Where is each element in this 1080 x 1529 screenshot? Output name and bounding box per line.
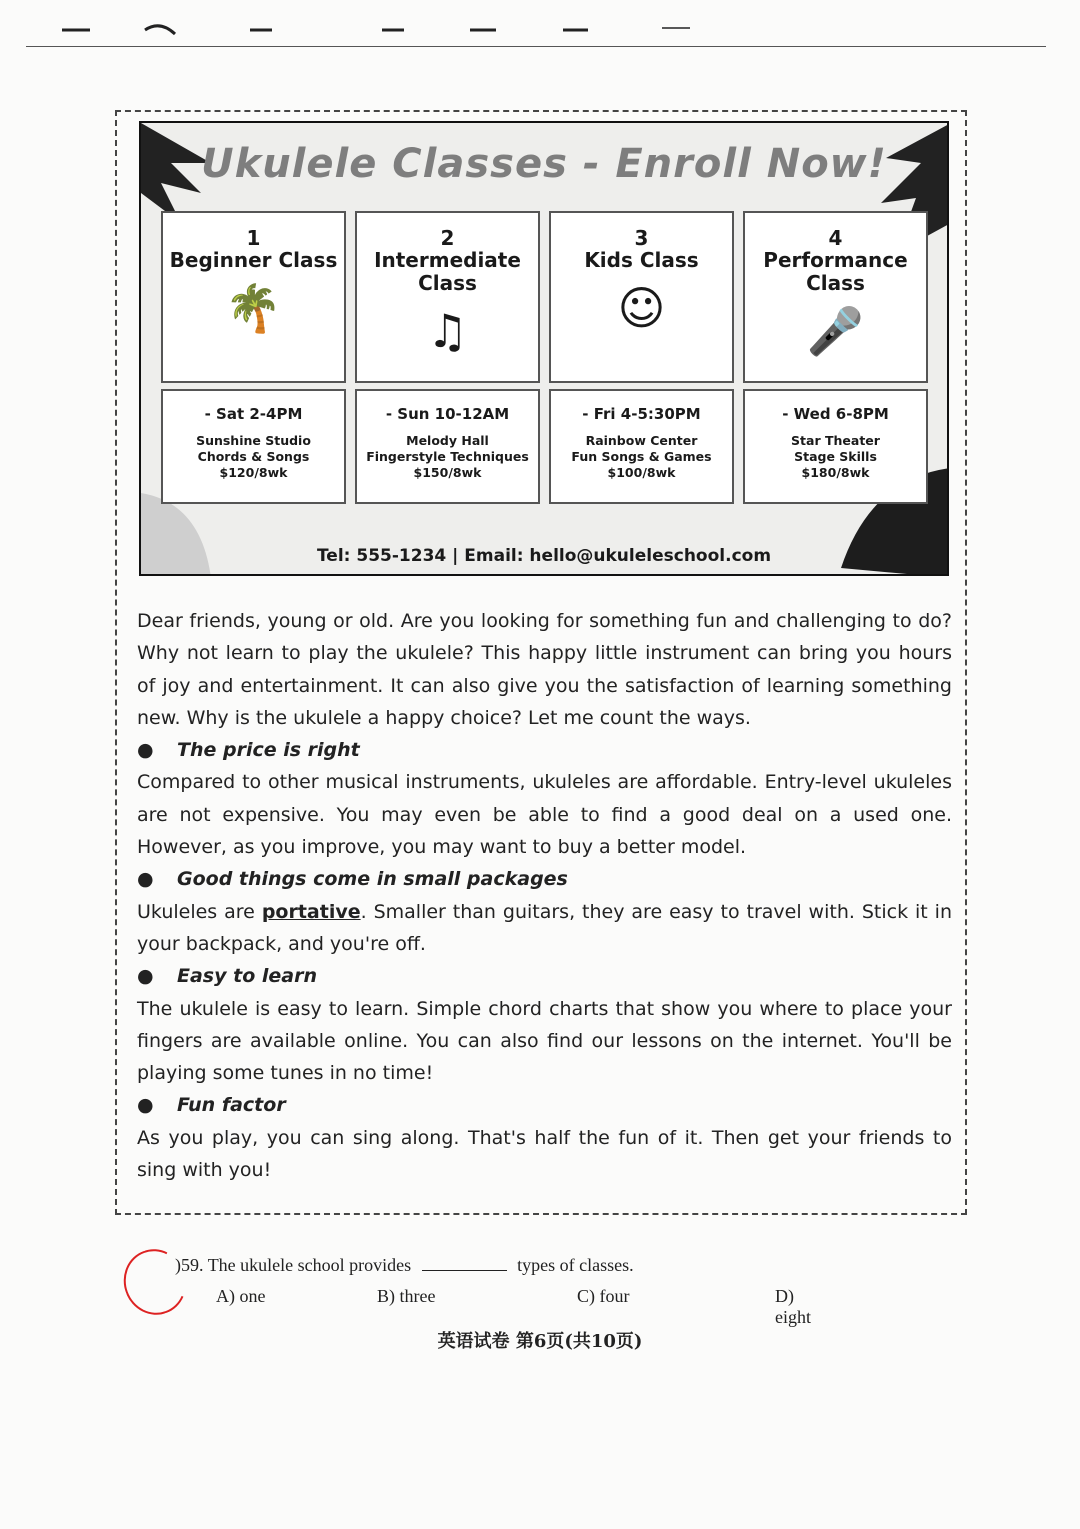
class-details-kids: [549, 389, 734, 504]
answer-blank[interactable]: [422, 1270, 507, 1271]
section-body: Compared to other musical instruments, ukuleles are affordable. Entry-level ukuleles are not expensive. You may even be able to find a good deal on a used one. However, as you improve, you may want to buy a better model.: [137, 771, 952, 859]
palm-tree-icon: 🌴: [224, 281, 283, 335]
option-c[interactable]: C) four: [577, 1286, 630, 1306]
class-number: 2: [440, 226, 455, 250]
option-a[interactable]: A) one: [216, 1286, 266, 1306]
top-rule: [26, 46, 1046, 47]
class-time: - Wed 6-8PM: [782, 405, 889, 423]
bullet-icon: ●: [137, 868, 154, 891]
section-body: As you play, you can sing along. That's half the fun of it. Then get your friends to sing with you!: [137, 1126, 952, 1182]
class-details-beginner: [161, 389, 346, 504]
music-note-icon: ♫: [426, 304, 469, 358]
section-heading: ● The price is right: [137, 734, 952, 766]
option-b[interactable]: B) three: [377, 1286, 436, 1306]
class-price: $100/8wk: [607, 465, 676, 480]
class-card-beginner: [161, 211, 346, 383]
class-number: 1: [246, 226, 261, 250]
flyer-title: Ukulele Classes - Enroll Now!: [201, 141, 887, 187]
class-name: Kids Class: [584, 248, 699, 272]
class-price: $120/8wk: [219, 465, 288, 480]
class-price: $180/8wk: [801, 465, 870, 480]
class-content: Fingerstyle Techniques: [366, 449, 529, 464]
option-d[interactable]: D) eight: [775, 1286, 811, 1327]
bullet-icon: ●: [137, 1094, 154, 1117]
section-heading: ● Easy to learn: [137, 960, 952, 992]
class-time: - Fri 4-5:30PM: [582, 405, 701, 423]
section-heading: ● Good things come in small packages: [137, 863, 952, 895]
class-venue: Melody Hall: [406, 433, 489, 448]
question-number: )59.: [175, 1255, 204, 1275]
bullet-icon: ●: [137, 739, 154, 762]
question-text-before: The ukulele school provides: [207, 1255, 412, 1275]
class-card-intermediate: [355, 211, 540, 383]
question-59: [130, 1255, 830, 1327]
class-venue: Rainbow Center: [585, 433, 698, 448]
class-number: 4: [828, 226, 843, 250]
section-body: The ukulele is easy to learn. Simple chord charts that show you where to place your fingers are available online. You can also find our lessons on the internet. You'll be playing some tunes in no time!: [137, 997, 952, 1085]
ukulele-flyer: [139, 121, 949, 576]
class-content: Stage Skills: [794, 449, 877, 464]
class-details-performance: [743, 389, 928, 504]
section-heading: ● Fun factor: [137, 1089, 952, 1121]
class-content: Fun Songs & Games: [571, 449, 712, 464]
underlined-word: portative: [261, 900, 361, 923]
class-details-intermediate: [355, 389, 540, 504]
class-venue: Star Theater: [791, 433, 880, 448]
class-time: - Sat 2-4PM: [204, 405, 303, 423]
class-time: - Sun 10-12AM: [385, 405, 510, 423]
class-price: $150/8wk: [413, 465, 482, 480]
class-name: Beginner Class: [169, 248, 338, 272]
class-venue: Sunshine Studio: [196, 433, 311, 448]
bullet-icon: ●: [137, 965, 154, 988]
smiley-face-icon: ☺: [617, 281, 666, 335]
page-footer: 英语试卷 第6页(共10页): [437, 1331, 643, 1352]
reading-passage: [137, 605, 952, 1186]
class-number: 3: [634, 226, 649, 250]
class-content: Chords & Songs: [197, 449, 310, 464]
class-name: Performance Class: [763, 248, 908, 295]
top-scan-marks: [0, 0, 1080, 50]
class-card-kids: [549, 211, 734, 383]
class-name: Intermediate Class: [374, 248, 521, 295]
class-card-performance: [743, 211, 928, 383]
intro-paragraph: Dear friends, young or old. Are you looking for something fun and challenging to do? Why not learn to play the ukulele? This happy little instrument can bring you hours of joy and entertainment. It can also give you the satisfaction of learning something new. Why is the ukulele a happy choice? Let me count the ways.: [137, 610, 952, 729]
spotlight-performer-icon: 🎤: [806, 304, 865, 358]
question-text-after: types of classes.: [517, 1255, 634, 1275]
flyer-contact: Tel: 555-1234 | Email: hello@ukuleleschool.com: [316, 546, 772, 566]
section-body: Ukuleles are portative. Smaller than guitars, they are easy to travel with. Stick it in your backpack, and you're off.: [137, 900, 952, 955]
